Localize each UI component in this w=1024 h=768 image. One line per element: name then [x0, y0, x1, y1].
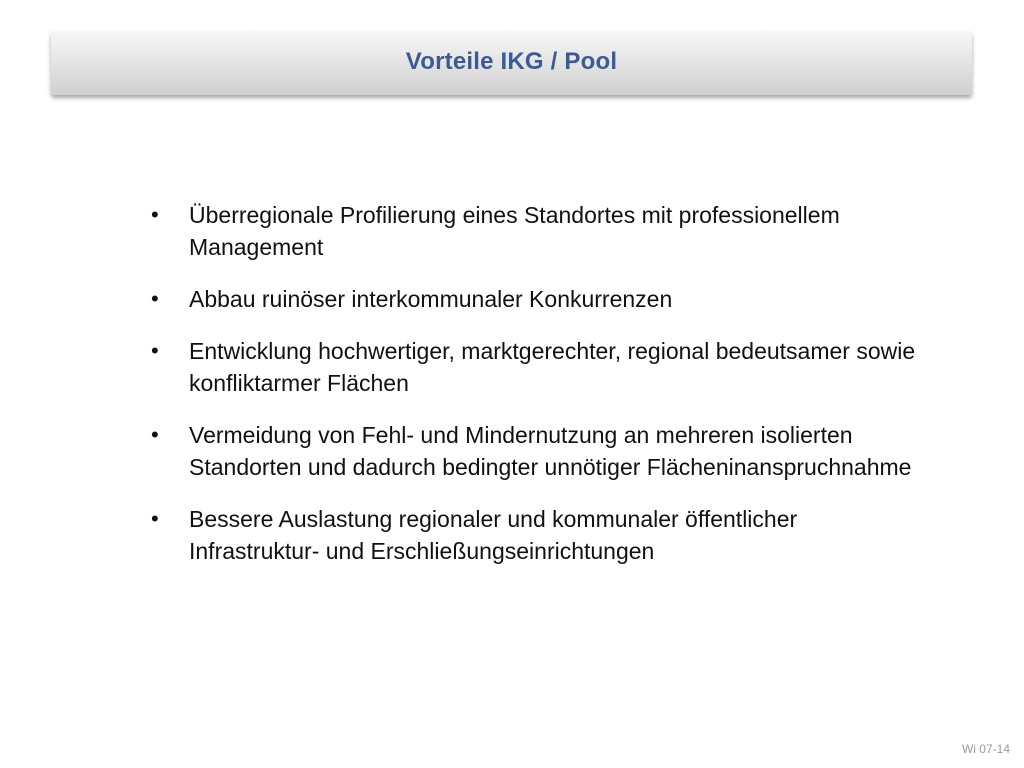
- bullet-item: [150, 335, 920, 399]
- footer-slide-code: Wi 07-14: [961, 742, 1010, 756]
- bullet-dot-icon: •: [151, 506, 159, 531]
- bullet-dot-icon: •: [151, 338, 159, 363]
- bullet-item: [150, 199, 920, 263]
- bullet-text: Entwicklung hochwertiger, marktgerechter, regional bedeutsamer sowie konfliktarmer Flächen: [189, 338, 916, 396]
- slide-title: Vorteile IKG / Pool: [405, 48, 618, 75]
- bullet-dot-icon: •: [151, 202, 159, 227]
- bullet-text: Überregionale Profilierung eines Standortes mit professionellem Management: [189, 202, 840, 260]
- bullet-text: Vermeidung von Fehl- und Mindernutzung an mehreren isolierten Standorten und dadurch bedingter unnötiger Flächeninanspruchnahme: [189, 422, 912, 480]
- bullet-item: [150, 419, 920, 483]
- bullet-dot-icon: •: [151, 286, 159, 311]
- bullet-item: [150, 283, 920, 315]
- title-bar: [51, 31, 972, 95]
- bullet-item: [150, 503, 920, 567]
- bullet-dot-icon: •: [151, 422, 159, 447]
- bullet-text: Bessere Auslastung regionaler und kommunaler öffentlicher Infrastruktur- und Erschließungseinrichtungen: [189, 506, 798, 564]
- bullet-list: [150, 199, 920, 587]
- bullet-text: Abbau ruinöser interkommunaler Konkurrenzen: [189, 286, 673, 312]
